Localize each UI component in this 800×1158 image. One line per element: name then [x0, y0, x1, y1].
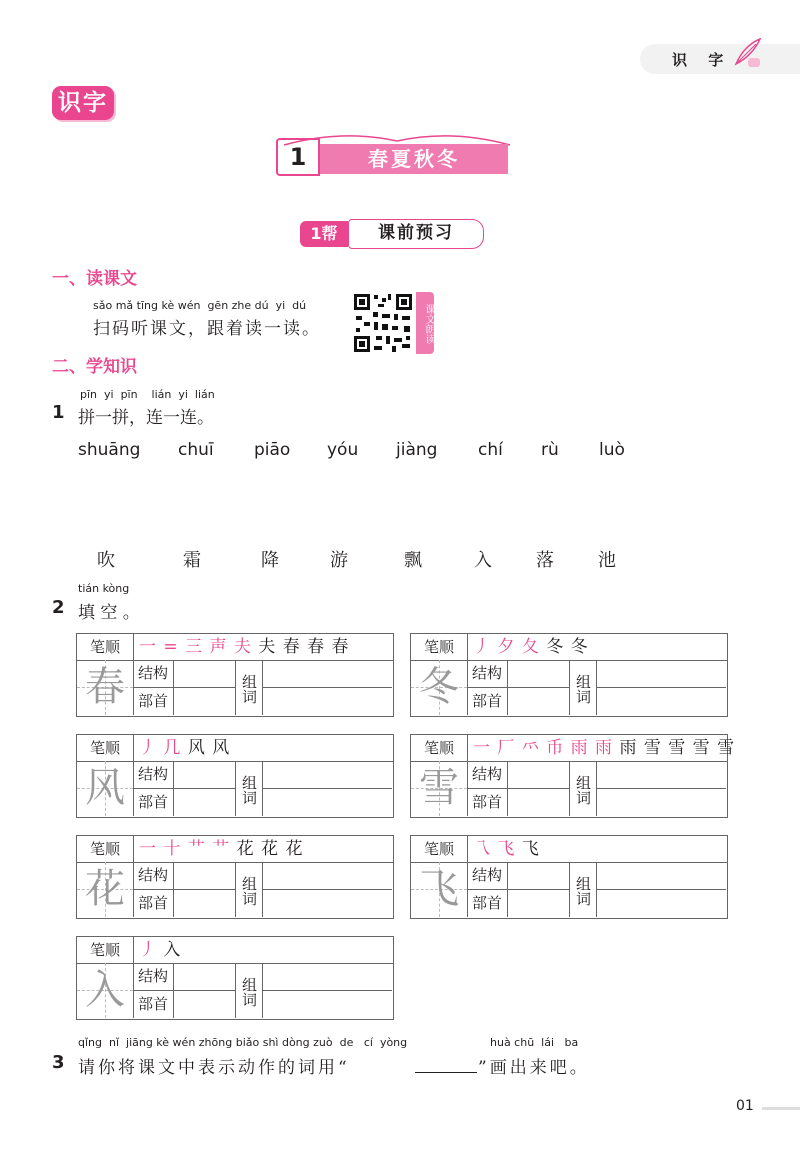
radical-answer[interactable] [507, 687, 570, 715]
lesson-number: 1 [276, 138, 320, 176]
radical-answer[interactable] [173, 990, 236, 1018]
stroke-step: 乁 [473, 839, 498, 859]
word-answer-divider[interactable] [263, 788, 392, 789]
word-answer-divider[interactable] [263, 889, 392, 890]
character-option[interactable]: 入 [474, 550, 492, 571]
character-grid [77, 660, 134, 715]
stroke-step: 雪 [668, 738, 693, 758]
model-character: 春 [85, 664, 125, 710]
stroke-order-label: 笔顺 [77, 735, 134, 761]
q2-text: 填 空 。 [78, 603, 140, 623]
chapter-tab: 识 字 [640, 44, 800, 74]
stroke-step: 三 [185, 637, 210, 657]
model-character: 飞 [419, 866, 459, 912]
model-character: 花 [85, 866, 125, 912]
pinyin-option[interactable]: yóu [327, 440, 359, 460]
word-label-text: 组词 [240, 976, 258, 1007]
stroke-order-label: 笔顺 [77, 634, 134, 660]
stroke-step: 几 [163, 738, 188, 758]
word-answer-divider[interactable] [597, 687, 726, 688]
stroke-step: 雨 [595, 738, 620, 758]
word-label [235, 963, 263, 1018]
radical-label: 部首 [467, 788, 508, 816]
structure-answer[interactable] [173, 963, 236, 991]
q3-text-b: ”画出来吧。 [478, 1058, 590, 1078]
word-label [235, 660, 263, 715]
stroke-step: 声 [209, 637, 234, 657]
stroke-sequence [139, 937, 181, 963]
word-label-text: 组词 [574, 774, 592, 805]
q3-text-a: 请你将课文中表示动作的词用“ [78, 1058, 350, 1078]
q2-pinyin: tián kòng [78, 582, 130, 595]
stroke-step: ⺾ [212, 839, 237, 859]
q3-pinyin-a: qǐng nǐ jiāng kè wén zhōng biǎo shì dòng zuò de cí yòng [78, 1036, 408, 1049]
model-character: 风 [85, 765, 125, 811]
stroke-step: 一 [473, 738, 498, 758]
word-label-text: 组词 [240, 673, 258, 704]
feather-pen-icon [730, 36, 764, 70]
pinyin-option[interactable]: rù [541, 440, 559, 460]
stroke-step: 花 [261, 839, 286, 859]
character-grid [411, 761, 468, 816]
structure-answer[interactable] [507, 862, 570, 890]
stroke-step: 风 [187, 738, 213, 758]
help-step-tag: 1帮 [300, 221, 348, 247]
stroke-step: 飞 [521, 839, 540, 859]
radical-answer[interactable] [173, 788, 236, 816]
stroke-step: 夫 [258, 637, 283, 657]
stroke-step: 花 [236, 839, 262, 859]
word-label-text: 组词 [240, 875, 258, 906]
section-read-text: 扫码听课文，跟着读一读。 [93, 319, 321, 339]
pinyin-option[interactable]: piāo [254, 440, 291, 460]
word-label [569, 862, 597, 917]
model-character: 冬 [419, 664, 459, 710]
lesson-title: 春夏秋冬 [320, 144, 508, 174]
stroke-card-3 [76, 734, 394, 818]
radical-label: 部首 [133, 788, 174, 816]
stroke-step: 艹 [187, 839, 213, 859]
character-option[interactable]: 落 [536, 550, 554, 571]
stroke-sequence [473, 634, 589, 660]
stroke-step: 春 [331, 637, 350, 657]
structure-answer[interactable] [173, 862, 236, 890]
stroke-step: ⺤ [521, 738, 547, 758]
character-option[interactable]: 池 [598, 550, 616, 571]
structure-label: 结构 [133, 963, 174, 991]
stroke-card-7 [76, 936, 394, 1020]
word-answer-divider[interactable] [597, 889, 726, 890]
character-grid [77, 862, 134, 917]
character-grid [77, 761, 134, 816]
radical-label: 部首 [133, 889, 174, 917]
stroke-sequence [473, 735, 735, 761]
stroke-step: 夂 [521, 637, 547, 657]
q2-number: 2 [52, 597, 65, 618]
stroke-order-label: 笔顺 [77, 937, 134, 963]
stroke-card-5 [76, 835, 394, 919]
word-answer-divider[interactable] [263, 990, 392, 991]
section-read-pinyin: sǎo mǎ tīng kè wén gēn zhe dú yi dú [93, 299, 307, 312]
stroke-step: 雨 [570, 738, 596, 758]
character-option[interactable]: 飘 [404, 550, 422, 571]
stroke-sequence [139, 735, 230, 761]
stroke-step: 丿 [139, 940, 164, 960]
qr-read-label: 课文朗读 [416, 292, 434, 354]
stroke-step: 厂 [497, 738, 522, 758]
radical-label: 部首 [133, 990, 174, 1018]
stroke-step: 雪 [692, 738, 718, 758]
stroke-step: 雪 [643, 738, 669, 758]
word-answer-divider[interactable] [597, 788, 726, 789]
pinyin-option[interactable]: jiàng [396, 440, 438, 460]
page-number: 01 [736, 1098, 754, 1114]
structure-answer[interactable] [173, 660, 236, 688]
stroke-sequence [139, 634, 350, 660]
stroke-step: = [163, 637, 186, 657]
stroke-card-1 [76, 633, 394, 717]
model-character: 入 [85, 967, 125, 1013]
literacy-badge: 识字 [52, 86, 114, 120]
character-grid [411, 862, 468, 917]
stroke-step: 风 [212, 738, 231, 758]
stroke-order-label: 笔顺 [411, 735, 468, 761]
radical-answer[interactable] [507, 889, 570, 917]
structure-answer[interactable] [173, 761, 236, 789]
structure-answer[interactable] [507, 761, 570, 789]
pinyin-option[interactable]: chuī [178, 440, 214, 460]
character-option[interactable]: 游 [330, 550, 348, 571]
stroke-card-4 [410, 734, 736, 818]
stroke-step: 冬 [570, 637, 589, 657]
stroke-order-label: 笔顺 [411, 836, 468, 862]
radical-label: 部首 [467, 889, 508, 917]
stroke-step: 入 [163, 940, 182, 960]
word-label-text: 组词 [240, 774, 258, 805]
stroke-step: 丿 [473, 637, 498, 657]
stroke-step: 雨 [619, 738, 644, 758]
stroke-step: 丿 [139, 738, 164, 758]
stroke-step: 夕 [497, 637, 522, 657]
stroke-order-label: 笔顺 [411, 634, 468, 660]
structure-answer[interactable] [507, 660, 570, 688]
character-option[interactable]: 降 [261, 550, 279, 571]
stroke-step: 一 [139, 637, 164, 657]
qr-code-icon[interactable] [352, 292, 414, 354]
pinyin-option[interactable]: luò [599, 440, 625, 460]
stroke-step: 十 [163, 839, 188, 859]
word-label-text: 组词 [574, 875, 592, 906]
stroke-step: 春 [282, 637, 308, 657]
q1-pinyin: pīn yi pīn lián yi lián [80, 388, 215, 401]
structure-label: 结构 [467, 761, 508, 789]
stroke-card-2 [410, 633, 728, 717]
stroke-step: 飞 [497, 839, 522, 859]
section-learn-heading: 二、学知识 [52, 357, 137, 377]
word-label [235, 761, 263, 816]
stroke-step: 花 [285, 839, 304, 859]
stroke-step: 冬 [546, 637, 571, 657]
section-read-heading: 一、读课文 [52, 269, 137, 289]
structure-label: 结构 [133, 862, 174, 890]
stroke-sequence [139, 836, 303, 862]
structure-label: 结构 [133, 761, 174, 789]
structure-label: 结构 [467, 660, 508, 688]
pinyin-option[interactable]: shuāng [78, 440, 141, 460]
model-character: 雪 [419, 765, 459, 811]
character-grid [77, 963, 134, 1018]
footer-rule [762, 1107, 800, 1110]
radical-label: 部首 [133, 687, 174, 715]
character-grid [411, 660, 468, 715]
stroke-card-6 [410, 835, 728, 919]
character-option[interactable]: 吹 [97, 550, 115, 571]
q3-number: 3 [52, 1052, 65, 1073]
stroke-step: 雪 [717, 738, 736, 758]
word-label-text: 组词 [574, 673, 592, 704]
word-label [569, 761, 597, 816]
q1-text: 拼一拼，连一连。 [78, 408, 214, 428]
radical-label: 部首 [467, 687, 508, 715]
help-step-title: 课前预习 [348, 219, 484, 249]
word-label [235, 862, 263, 917]
radical-answer[interactable] [173, 687, 236, 715]
word-label [569, 660, 597, 715]
stroke-step: 夫 [233, 637, 259, 657]
word-answer-divider[interactable] [263, 687, 392, 688]
radical-answer[interactable] [507, 788, 570, 816]
structure-label: 结构 [467, 862, 508, 890]
pinyin-option[interactable]: chí [478, 440, 503, 460]
stroke-step: 币 [546, 738, 571, 758]
structure-label: 结构 [133, 660, 174, 688]
q1-number: 1 [52, 402, 65, 423]
stroke-sequence [473, 836, 540, 862]
q3-answer-blank[interactable] [415, 1072, 477, 1073]
stroke-order-label: 笔顺 [77, 836, 134, 862]
q3-pinyin-b: huà chū lái ba [490, 1036, 579, 1049]
stroke-step: 春 [307, 637, 332, 657]
radical-answer[interactable] [173, 889, 236, 917]
character-option[interactable]: 霜 [183, 550, 201, 571]
stroke-step: 一 [139, 839, 164, 859]
